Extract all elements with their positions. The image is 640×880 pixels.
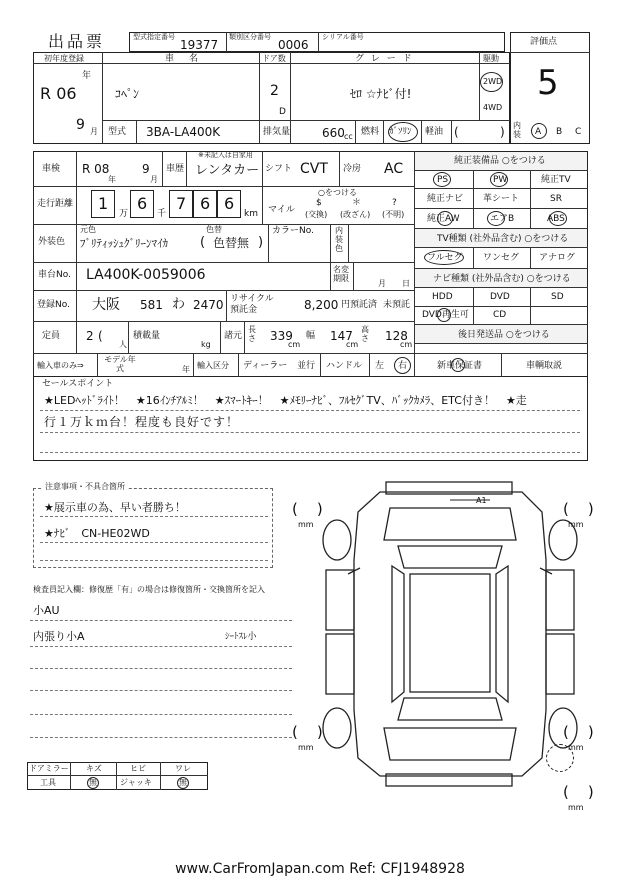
import-type-label: 輸入区分 [197, 361, 229, 370]
handle-left: 左 [375, 361, 385, 371]
first-reg-year: R 06 [40, 84, 77, 103]
right-rear-door [546, 634, 574, 694]
tire-bracket-fr: ( ) [563, 500, 594, 518]
width-value: 147 [330, 329, 353, 343]
tire-mm-rr: mm [568, 743, 584, 752]
mileage-mile: マイル [268, 205, 295, 215]
ac-label: 冷房 [343, 164, 362, 174]
notes-line-1: ★展示車の為、早い者勝ち！ [44, 501, 186, 514]
fuel-paren-close: ) [500, 125, 505, 139]
navi-cd: CD [493, 310, 507, 320]
equip-leather: 革シート [483, 194, 520, 204]
legend-tools: 工具 [40, 778, 56, 787]
warranty-doc: 新車保証書 [437, 361, 483, 371]
navi-sd: SD [551, 292, 564, 302]
plate-label: 登録No. [37, 300, 70, 310]
mileage-tamper: (改ざん) [340, 210, 371, 219]
legend-mirror: ドアミラー [29, 764, 69, 773]
inspector-line-2-right: ｼｰﾄｽﾚ小 [225, 632, 257, 642]
handle-right-circle [394, 357, 411, 374]
jack-none-circle [177, 777, 189, 789]
light-oil-label: 軽油 [425, 127, 444, 137]
inspector-line-1: 小AU [33, 604, 60, 617]
left-front-wheel [323, 520, 351, 560]
fuel-value: ｶﾞｿﾘﾝ [389, 127, 412, 137]
plate-number: 2470 [193, 298, 224, 312]
mileage-sen: 千 [157, 209, 167, 219]
name-change-day: 日 [402, 279, 410, 288]
chassis-value: LA400K-0059006 [86, 267, 206, 283]
footer-reference: www.CarFromJapan.com Ref: CFJ1948928 [175, 861, 465, 877]
legend-tools-none: 無 [89, 778, 97, 787]
tv-analog: アナログ [539, 253, 576, 263]
mileage-digit: 6 [200, 194, 211, 213]
left-rear-door [326, 634, 354, 694]
manual-doc: 車輌取説 [526, 361, 563, 371]
displacement-unit: cc [344, 132, 353, 141]
width-unit: cm [346, 340, 359, 349]
drive-2wd: 2WD [483, 77, 503, 86]
trunk [384, 728, 516, 760]
capacity-label: 定員 [42, 331, 61, 341]
inspector-label: 検査員記入欄：修復歴「有」の場合は修復箇所・交換箇所を記入 [33, 585, 265, 594]
windshield [398, 546, 502, 568]
equip-sr: SR [550, 194, 562, 204]
hood [384, 508, 516, 540]
navi-dvd: DVD [490, 292, 510, 302]
displacement-value: 660 [322, 126, 345, 140]
length-unit: cm [288, 340, 301, 349]
legend-jack: ジャッキ [120, 778, 152, 787]
capacity-unit: 人 [119, 340, 127, 349]
purpose-value: レンタカー [195, 163, 260, 178]
shift-value: CVT [300, 161, 328, 177]
right-front-door [546, 570, 574, 630]
doors-label: ドア数 [262, 54, 286, 63]
interior-grade-a: A [535, 127, 542, 137]
inspection-year-unit: 年 [108, 175, 116, 184]
name-change-label: 名変期限 [333, 265, 349, 283]
equip-navi: 純正ナビ [427, 194, 464, 204]
chassis-label: 車台No. [38, 270, 71, 280]
name-change-month: 月 [378, 279, 386, 288]
class-number-value: 0006 [278, 38, 309, 52]
orig-color-label: 元色 [80, 225, 96, 234]
model-value: 3BA-LA400K [146, 125, 221, 139]
car-body-outline [354, 492, 546, 776]
equip-ps: PS [437, 175, 449, 185]
tire-mm-rl: mm [298, 743, 314, 752]
color-no-label: カラーNo. [272, 226, 314, 236]
tire-mm-fl: mm [298, 520, 314, 529]
recycle-label: リサイクル預託金 [230, 294, 274, 315]
repaint-label: 色替 [206, 225, 222, 234]
width-label: 幅 [306, 331, 316, 341]
tv-oneseg: ワンセグ [483, 253, 520, 263]
fuel-circle [388, 122, 418, 142]
color-value: ﾌﾞﾘﾃｨｯｼｭｸﾞﾘｰﾝﾏｲｶ [80, 237, 168, 250]
fuel-paren-open: ( [454, 125, 459, 139]
legend-jack-none: 無 [179, 778, 187, 787]
repaint-paren-close: ) [258, 235, 264, 250]
drive-4wd: 4WD [483, 103, 503, 112]
rear-window [398, 698, 502, 720]
navi-hdd: HDD [432, 292, 453, 302]
import-dealer: ディーラー [243, 361, 288, 371]
auction-sheet: 出品票 型式指定番号 19377 類別区分番号 0006 シリアル番号 評価点 5 初年度登録 年 R 06 9 月 車 名 ｺﾍﾟﾝ ドア数 2 D グ レ ー ド ｾﾛ ☆ﾅﾋﾞ付! 駆動 2WD 4WD 型式 3BA-LA400K 排気量 660 cc 燃料 ｶﾞｿﾘﾝ 軽油 ( ) 内装 A B C 車検 R 08 年 9 月 車歴 ※未記入は自家用 レンタカー シフト CVT 冷房 AC 走行距離 1 万 6 千 7 6 6 km ○をつける マイル $ (交換) ＊ (改ざん) ? (不明) 外装色 元色 ﾌﾞﾘﾃｨｯｼｭｸﾞﾘｰﾝﾏｲｶ 色替 ( 色替無 ) カラーNo. 内装色 車台No. LA400K-0059006 名変期限 月 日 登録No. 大阪 581 わ 2470 リサイクル預託金 8,200 円預託済 未預託 定員 2 ( 人 積載量 kg 諸元 長さ 339 cm 幅 147 cm 高さ 128 cm 輸入車のみ⇒ モデル年式 年 輸入区分 ディーラー 並行 ハンドル 左 右 純正装備品 ○をつける PS PW 純正TV 純正ナビ 革シート SR 純正AW エアB ABS TV種類 (社外品含む) ○をつける フルセグ ワンセグ アナログ ナビ種類 (社外品含む) ○をつける HDD DVD SD DVD再生可 CD 後日発送品 ○をつける 新車保証書 車輌取説 セールスポイント ★LEDﾍｯﾄﾞﾗｲﾄ！ ★16ｲﾝﾁｱﾙﾐ！ ★ｽﾏｰﾄｷｰ！ ★ﾒﾓﾘｰﾅﾋﾞ、ﾌﾙｾｸﾞTV、ﾊﾞｯｸｶﾒﾗ、ETC付き！ ★走 行１万ｋｍ台！程度も良好です！ 注意事項・不具合箇所 ★展示車の為、早い者勝ち！ ★ﾅﾋﾞ CN-HE02WD 検査員記入欄：修復歴「有」の場合は修復箇所・交換箇所を記入 小AU 内張り小A ｼｰﾄｽﾚ小 A1 ( ) mm ( ) mm ( ) mm ( ) mm ( ) mm ドアミラー キズ ヒビ ワレ 工具 無 ジャッキ 無 www.CarFromJapan.com Ref: CFJ1948928 [0, 0, 640, 880]
plate-class: 581 [140, 298, 163, 312]
model-designation-label: 型式指定番号 [133, 33, 175, 41]
left-side-window [392, 566, 404, 702]
model-year-unit: 年 [182, 365, 190, 374]
mileage-circle-note: ○をつける [318, 188, 357, 197]
tire-bracket-rr: ( ) [563, 723, 594, 741]
load-unit: kg [201, 340, 211, 349]
spare-tire-circle [546, 744, 574, 772]
inspection-value: R 08 [82, 162, 110, 176]
warranty-circle [451, 358, 465, 372]
serial-label: シリアル番号 [322, 33, 364, 41]
mileage-exchange: (交換) [305, 210, 328, 219]
inspection-month-unit: 月 [150, 175, 158, 184]
ac-value: AC [384, 161, 404, 177]
fuel-label: 燃料 [361, 127, 380, 137]
purpose-label: 車歴 [166, 164, 185, 174]
rating-value: 5 [537, 63, 559, 103]
first-reg-year-unit: 年 [82, 71, 92, 81]
spec-label: 諸元 [224, 331, 243, 341]
car-name-value: ｺﾍﾟﾝ [115, 87, 140, 101]
equip-abs-circle [549, 211, 567, 226]
notes-label: 注意事項・不具合箇所 [42, 483, 128, 491]
mileage-tamper-symbol: ＊ [352, 198, 362, 208]
class-number-label: 類別区分番号 [229, 33, 271, 41]
color-label: 外装色 [38, 237, 66, 247]
capacity-value: 2 [86, 329, 94, 343]
recycle-paid: 円預託済 [341, 300, 378, 310]
sheet-title: 出品票 [48, 32, 106, 51]
equip-section2-title: TV種類 (社外品含む) ○をつける [437, 234, 569, 244]
equip-pw: PW [493, 175, 508, 185]
interior-grade-c: C [575, 127, 582, 137]
handle-label: ハンドル [326, 361, 363, 371]
repaint-value: 色替無 [213, 236, 250, 250]
interior-label: 内装 [513, 121, 521, 139]
equip-airbag: エアB [490, 214, 515, 224]
sales-line-1: ★LEDﾍｯﾄﾞﾗｲﾄ！ ★16ｲﾝﾁｱﾙﾐ！ ★ｽﾏｰﾄｷｰ！ ★ﾒﾓﾘｰﾅﾋﾞ、ﾌﾙｾｸﾞTV、ﾊﾞｯｸｶﾒﾗ、ETC付き！ ★走 [44, 394, 527, 407]
inspection-month: 9 [142, 162, 150, 176]
plate-area: 大阪 [92, 297, 120, 313]
tools-none-circle [87, 777, 99, 789]
equip-section3-title: ナビ種類 (社外品含む) ○をつける [433, 274, 571, 284]
mileage-digit: 6 [224, 194, 235, 213]
first-reg-month-unit: 月 [90, 127, 98, 136]
drive-label: 駆動 [483, 54, 499, 63]
tire-bracket-fl: ( ) [292, 500, 323, 518]
displacement-label: 排気量 [263, 127, 291, 137]
mileage-label: 走行距離 [37, 199, 74, 209]
left-front-door [326, 570, 354, 630]
equip-section4-title: 後日発送品 ○をつける [458, 330, 550, 340]
height-label: 高さ [361, 325, 369, 343]
legend-scratch: キズ [86, 764, 102, 773]
inspector-line-2: 内張り小A [33, 630, 85, 643]
recycle-unpaid: 未預託 [383, 300, 411, 310]
equip-tv: 純正TV [541, 175, 571, 185]
right-side-window [496, 566, 508, 702]
grade-label: グ レ ー ド [355, 54, 414, 64]
mileage-unknown: (不明) [382, 210, 405, 219]
sales-line-2: 行１万ｋｍ台！程度も良好です！ [44, 415, 240, 429]
mileage-man: 万 [119, 209, 129, 219]
rating-label: 評価点 [530, 37, 558, 47]
import-parallel: 並行 [297, 361, 316, 371]
inspection-label: 車検 [42, 164, 61, 174]
legend-break: ワレ [175, 764, 191, 773]
plate-kana: わ [172, 297, 186, 312]
length-value: 339 [270, 329, 293, 343]
legend-crack: ヒビ [130, 764, 146, 773]
interior-color-label: 内装色 [335, 226, 343, 253]
roof [410, 574, 490, 692]
notes-line-2: ★ﾅﾋﾞ CN-HE02WD [44, 527, 150, 540]
height-value: 128 [385, 329, 408, 343]
equip-airbag-circle [487, 211, 505, 226]
navi-dvd-playback: DVD再生可 [422, 310, 469, 320]
drive-2wd-circle [480, 72, 503, 92]
tire-bracket-spare: ( ) [563, 783, 594, 801]
handle-right: 右 [398, 361, 408, 371]
model-year-label: モデル年式 [104, 355, 136, 374]
left-rear-wheel [323, 708, 351, 748]
mileage-digit: 7 [176, 194, 187, 213]
tire-mm-fr: mm [568, 520, 584, 529]
load-label: 積載量 [133, 331, 161, 341]
navi-dvd-circle [437, 308, 451, 322]
length-label: 長さ [248, 325, 256, 343]
equip-abs: ABS [547, 214, 565, 224]
interior-grade-b: B [556, 127, 563, 137]
interior-a-circle [531, 123, 547, 139]
tire-mm-spare: mm [568, 803, 584, 812]
repaint-paren-open: ( [200, 235, 206, 250]
damage-mark-a1: A1 [476, 496, 487, 505]
mileage-exchange-symbol: $ [316, 198, 322, 208]
model-label: 型式 [108, 127, 127, 137]
grade-value: ｾﾛ ☆ﾅﾋﾞ付! [350, 87, 412, 101]
car-name-label: 車 名 [165, 54, 202, 64]
first-reg-label: 初年度登録 [44, 54, 84, 63]
model-designation-value: 19377 [180, 38, 219, 52]
shift-label: シフト [265, 164, 293, 174]
tv-fullseg: フルセグ [427, 253, 463, 263]
import-label: 輸入車のみ⇒ [37, 361, 84, 370]
first-reg-month: 9 [76, 117, 85, 133]
mileage-digit: 1 [98, 194, 109, 213]
sales-points-label: セールスポイント [42, 379, 114, 389]
equip-ps-circle [433, 172, 451, 187]
equip-aw-circle [437, 211, 453, 226]
doors-type: D [279, 107, 286, 117]
mileage-unit: km [244, 209, 258, 219]
mileage-unknown-symbol: ? [392, 198, 397, 208]
purpose-note: ※未記入は自家用 [198, 151, 253, 159]
mileage-digit: 6 [137, 194, 148, 213]
equip-pw-circle [490, 172, 508, 187]
equip-section1-title: 純正装備品 ○をつける [454, 156, 546, 166]
doors-value: 2 [270, 83, 279, 99]
equip-aw: 純正AW [427, 214, 460, 224]
tv-fullseg-circle [424, 250, 464, 265]
recycle-value: 8,200 [304, 298, 339, 312]
height-unit: cm [400, 340, 413, 349]
tire-bracket-rl: ( ) [292, 723, 323, 741]
